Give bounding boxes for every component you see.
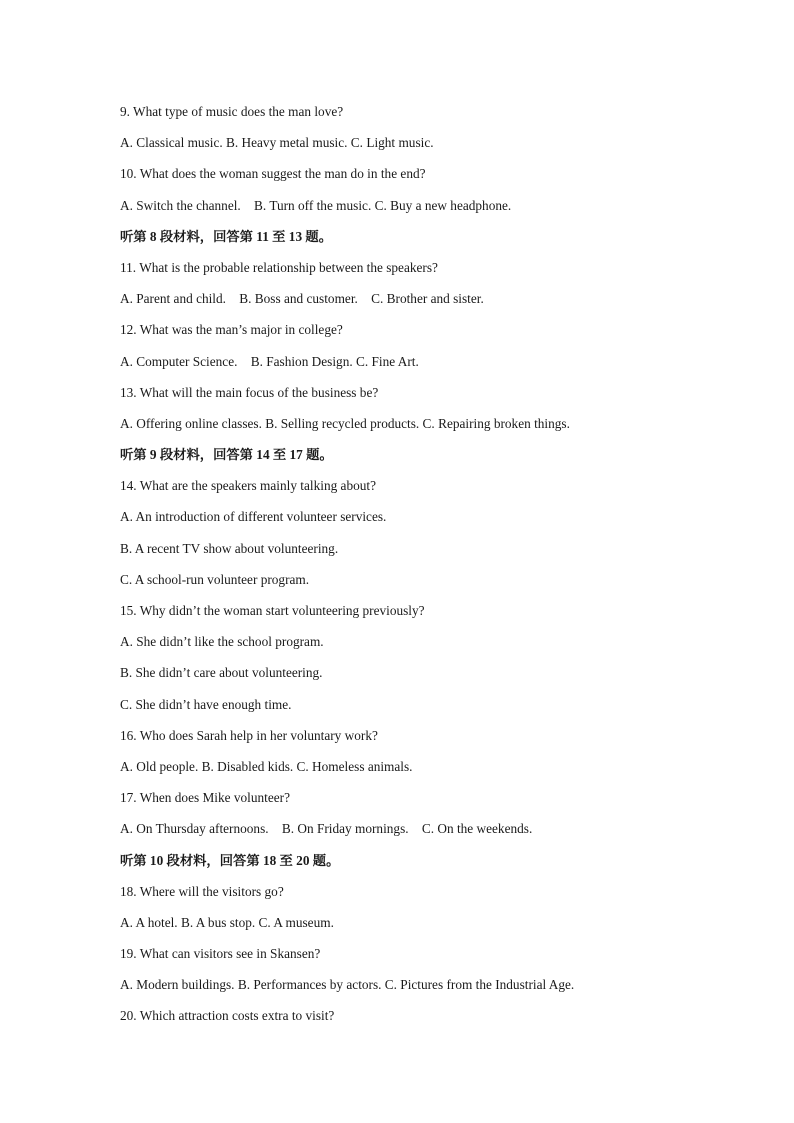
options-19: A. Modern buildings. B. Performances by actors. C. Pictures from the Industrial Age.: [120, 977, 575, 993]
question-12: 12. What was the man’s major in college?: [120, 322, 343, 338]
options-10: A. Switch the channel. B. Turn off the music. C. Buy a new headphone.: [120, 197, 512, 213]
option-14-b: B. A recent TV show about volunteering.: [120, 540, 339, 556]
option-14-a: A. An introduction of different volunteer services.: [120, 509, 387, 525]
question-16: 16. Who does Sarah help in her voluntary work?: [120, 727, 378, 743]
section-heading-8: 听第 8 段材料，回答第 11 至 13 题。: [120, 228, 333, 244]
options-13: A. Offering online classes. B. Selling recycled products. C. Repairing broken things.: [120, 415, 570, 431]
question-13: 13. What will the main focus of the business be?: [120, 384, 379, 400]
question-20: 20. Which attraction costs extra to visit?: [120, 1008, 335, 1024]
section-heading-10: 听第 10 段材料，回答第 18 至 20 题。: [120, 852, 340, 868]
question-18: 18. Where will the visitors go?: [120, 883, 284, 899]
option-15-c: C. She didn’t have enough time.: [120, 696, 292, 712]
question-14: 14. What are the speakers mainly talking about?: [120, 478, 377, 494]
question-19: 19. What can visitors see in Skansen?: [120, 946, 321, 962]
option-14-c: C. A school-run volunteer program.: [120, 571, 310, 587]
options-16: A. Old people. B. Disabled kids. C. Homeless animals.: [120, 758, 413, 774]
option-15-b: B. She didn’t care about volunteering.: [120, 665, 323, 681]
option-15-a: A. She didn’t like the school program.: [120, 634, 324, 650]
options-12: A. Computer Science. B. Fashion Design. C. Fine Art.: [120, 353, 419, 369]
section-heading-9: 听第 9 段材料，回答第 14 至 17 题。: [120, 447, 333, 463]
question-15: 15. Why didn’t the woman start volunteering previously?: [120, 603, 425, 618]
document-page: [120, 101, 740, 1037]
question-9: 9. What type of music does the man love?: [120, 104, 344, 119]
options-17: A. On Thursday afternoons. B. On Friday mornings. C. On the weekends.: [120, 821, 533, 837]
options-18: A. A hotel. B. A bus stop. C. A museum.: [120, 914, 334, 930]
question-10: 10. What does the woman suggest the man do in the end?: [120, 166, 426, 182]
question-17: 17. When does Mike volunteer?: [120, 790, 290, 806]
options-9: A. Classical music. B. Heavy metal music. C. Light music.: [120, 135, 434, 151]
question-11: 11. What is the probable relationship between the speakers?: [120, 259, 438, 275]
options-11: A. Parent and child. B. Boss and customer. C. Brother and sister.: [120, 291, 484, 307]
